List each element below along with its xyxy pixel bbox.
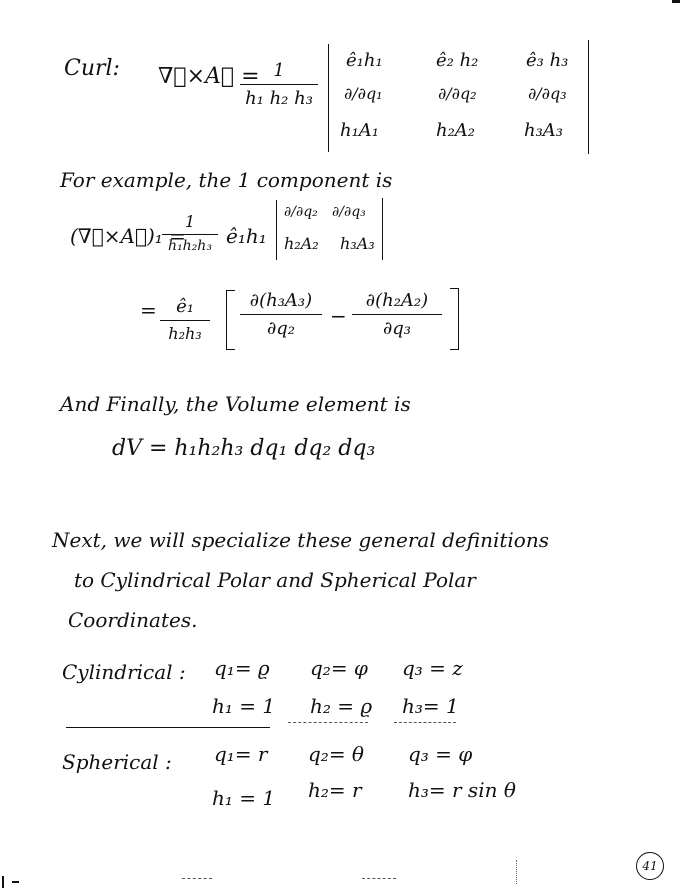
curl-fraction-num: 1 (273, 60, 285, 81)
example-lhs: (∇⃗×A⃗)₁ = (70, 224, 186, 248)
spherical-h1: h₁ = 1 (212, 786, 276, 810)
cylindrical-h2: h₂ = ϱ (310, 694, 373, 718)
scan-mark-bottom-vertical (516, 860, 517, 884)
separator-dashed-2 (394, 722, 456, 723)
example-det-r1c2: ∂/∂q₃ (332, 204, 366, 220)
next-line-2: to Cylindrical Polar and Spherical Polar (74, 568, 476, 592)
volume-intro: And Finally, the Volume element is (60, 392, 411, 416)
cylindrical-label: Cylindrical : (62, 660, 186, 684)
curl-cell-r1c2: ê₂ h₂ (436, 50, 479, 71)
curl-cell-r1c3: ê₃ h₃ (526, 50, 569, 71)
scan-mark-bottom-left (2, 876, 4, 888)
curl-fraction (240, 60, 318, 109)
curl-det-left-bar (328, 44, 329, 152)
spherical-q2: q₂= θ (308, 742, 364, 766)
curl-cell-r2c2: ∂/∂q₂ (438, 84, 477, 103)
curl-cell-r3c3: h₃A₃ (524, 120, 564, 141)
example-term2 (352, 290, 442, 339)
separator-dashed-1 (288, 722, 368, 723)
cylindrical-h3: h₃= 1 (402, 694, 459, 718)
example-term1 (240, 290, 322, 339)
example-term2-num: ∂(h₂A₂) (365, 290, 429, 311)
example-term1-num: ∂(h₃A₃) (249, 290, 313, 311)
spherical-q3: q₃ = φ (408, 742, 473, 766)
curl-det-right-bar (588, 40, 589, 154)
curl-cell-r2c1: ∂/∂q₁ (344, 84, 383, 103)
example-det-right-bar (382, 198, 383, 260)
scan-mark-bottom-1 (182, 878, 212, 879)
example-fraction (162, 212, 218, 254)
example-eq: = (140, 298, 157, 322)
separator-line (66, 727, 270, 728)
spherical-h3: h₃= r sin θ (408, 778, 516, 802)
example-det-r1c1: ∂/∂q₂ (284, 204, 318, 220)
example-fraction-num: 1 (184, 212, 196, 231)
curl-cell-r1c1: ê₁h₁ (346, 50, 383, 71)
example-coef-num: ê₁ (176, 296, 194, 317)
example-det-r2c1: h₂A₂ (284, 234, 319, 253)
scan-mark-bottom-2 (362, 878, 396, 879)
example-coef-den: h₂h₃ (168, 324, 202, 343)
example-prefix: ê₁h₁ (226, 224, 267, 248)
next-line-1: Next, we will specialize these general definitions (52, 528, 549, 552)
example-det-left-bar (276, 200, 277, 260)
scan-mark-top-right (672, 0, 680, 3)
example-term1-den: ∂q₂ (266, 318, 296, 339)
curl-lhs: ∇⃗×A⃗ = (158, 64, 260, 89)
curl-cell-r3c2: h₂A₂ (436, 120, 476, 141)
example-left-bracket (226, 290, 235, 350)
example-det-r2c2: h₃A₃ (340, 234, 375, 253)
curl-fraction-den: h₁ h₂ h₃ (245, 88, 313, 109)
spherical-h2: h₂= r (308, 778, 362, 802)
example-coef (160, 296, 210, 343)
page-number: 41 (636, 852, 664, 880)
spherical-label: Spherical : (62, 750, 172, 774)
cylindrical-h1: h₁ = 1 (212, 694, 276, 718)
example-term2-den: ∂q₃ (382, 318, 412, 339)
spherical-q1: q₁= r (214, 742, 268, 766)
volume-formula: dV = h₁h₂h₃ dq₁ dq₂ dq₃ (112, 436, 376, 461)
curl-label: Curl: (64, 56, 120, 81)
example-right-bracket (450, 288, 459, 350)
curl-cell-r2c3: ∂/∂q₃ (528, 84, 567, 103)
curl-cell-r3c1: h₁A₁ (340, 120, 380, 141)
cylindrical-q2: q₂= φ (310, 656, 368, 680)
cylindrical-q3: q₃ = z (402, 656, 463, 680)
next-line-3: Coordinates. (68, 608, 198, 632)
scan-mark-bottom-left-dash (12, 881, 19, 883)
cylindrical-q1: q₁= ϱ (214, 656, 270, 680)
example-minus: − (330, 304, 347, 328)
example-intro: For example, the 1 component is (60, 168, 393, 192)
example-fraction-den: h₁h₂h₃ (168, 238, 212, 254)
